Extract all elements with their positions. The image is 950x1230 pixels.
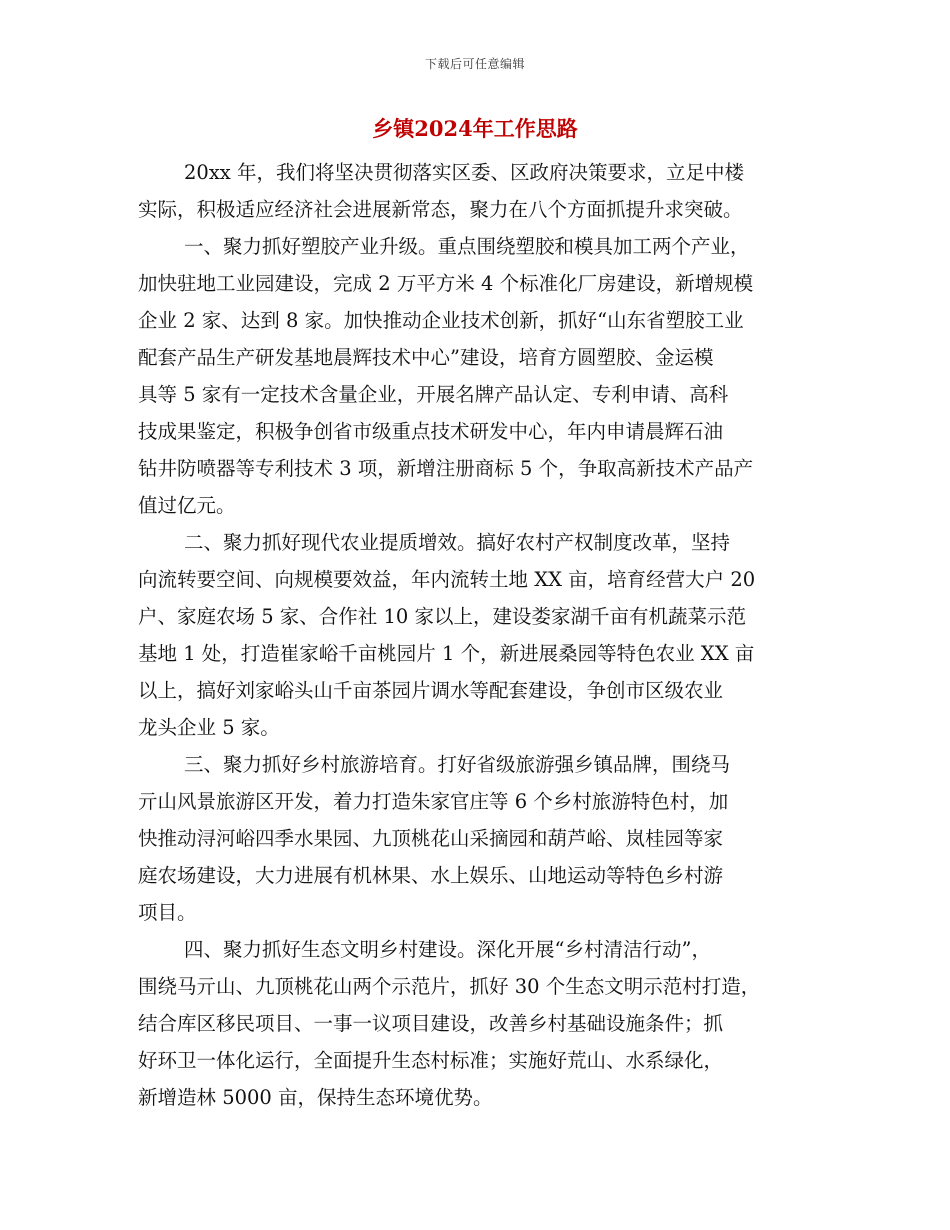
text-line: 龙头企业 5 家。 bbox=[138, 716, 280, 739]
text-line: 技成果鉴定，积极争创省市级重点技术研发中心，年内申请晨辉石油 bbox=[138, 420, 724, 443]
document-body bbox=[138, 154, 813, 1116]
text-line: 新增造林 5000 亩，保持生态环境优势。 bbox=[138, 1086, 493, 1109]
text-line: 快推动浔河峪四季水果园、九顶桃花山采摘园和葫芦峪、岚桂园等家 bbox=[138, 827, 724, 850]
paragraph bbox=[138, 228, 813, 524]
text-line: 20xx 年，我们将坚决贯彻落实区委、区政府决策要求，立足中楼 bbox=[184, 161, 745, 184]
text-line: 亓山风景旅游区开发，着力打造朱家官庄等 6 个乡村旅游特色村，加 bbox=[138, 790, 729, 813]
document-title: 乡镇2024年工作思路 bbox=[372, 116, 578, 141]
paragraph bbox=[138, 746, 813, 931]
text-line: 四、聚力抓好生态文明乡村建设。深化开展“乡村清洁行动”， bbox=[184, 938, 711, 961]
text-line: 以上，搞好刘家峪头山千亩茶园片调水等配套建设，争创市区级农业 bbox=[138, 679, 724, 702]
text-line: 围绕马亓山、九顶桃花山两个示范片，抓好 30 个生态文明示范村打造， bbox=[138, 975, 761, 998]
text-line: 户、家庭农场 5 家、合作社 10 家以上，建设娄家湖千亩有机蔬菜示范 bbox=[138, 605, 747, 628]
paragraph bbox=[138, 154, 813, 228]
text-line: 庭农场建设，大力进展有机林果、水上娱乐、山地运动等特色乡村游 bbox=[138, 864, 724, 887]
text-line: 项目。 bbox=[138, 901, 197, 924]
text-line: 钻井防喷器等专利技术 3 项，新增注册商标 5 个，争取高新技术产品产 bbox=[138, 457, 754, 480]
text-line: 结合库区移民项目、一事一议项目建设，改善乡村基础设施条件；抓 bbox=[138, 1012, 724, 1035]
header-note: 下载后可任意编辑 bbox=[424, 57, 525, 71]
text-line: 企业 2 家、达到 8 家。加快推动企业技术创新，抓好“山东省塑胶工业 bbox=[138, 309, 744, 332]
text-line: 配套产品生产研发基地晨辉技术中心”建设，培育方圆塑胶、金运模 bbox=[138, 346, 714, 369]
text-line: 向流转要空间、向规模要效益，年内流转土地 XX 亩，培育经营大户 20 bbox=[138, 568, 756, 591]
text-line: 实际，积极适应经济社会进展新常态，聚力在八个方面抓提升求突破。 bbox=[138, 198, 743, 221]
text-line: 基地 1 处，打造崔家峪千亩桃园片 1 个，新进展桑园等特色农业 XX 亩 bbox=[138, 642, 755, 665]
text-line: 加快驻地工业园建设，完成 2 万平方米 4 个标准化厂房建设，新增规模 bbox=[138, 272, 754, 295]
text-line: 好环卫一体化运行，全面提升生态村标准；实施好荒山、水系绿化， bbox=[138, 1049, 724, 1072]
text-line: 值过亿元。 bbox=[138, 494, 236, 517]
paragraph bbox=[138, 931, 813, 1116]
text-line: 三、聚力抓好乡村旅游培育。打好省级旅游强乡镇品牌，围绕马 bbox=[184, 753, 731, 776]
text-line: 二、聚力抓好现代农业提质增效。搞好农村产权制度改革，坚持 bbox=[184, 531, 731, 554]
paragraph bbox=[138, 524, 813, 746]
text-line: 一、聚力抓好塑胶产业升级。重点围绕塑胶和模具加工两个产业， bbox=[184, 235, 750, 258]
text-line: 具等 5 家有一定技术含量企业，开展名牌产品认定、专利申请、高科 bbox=[138, 383, 729, 406]
